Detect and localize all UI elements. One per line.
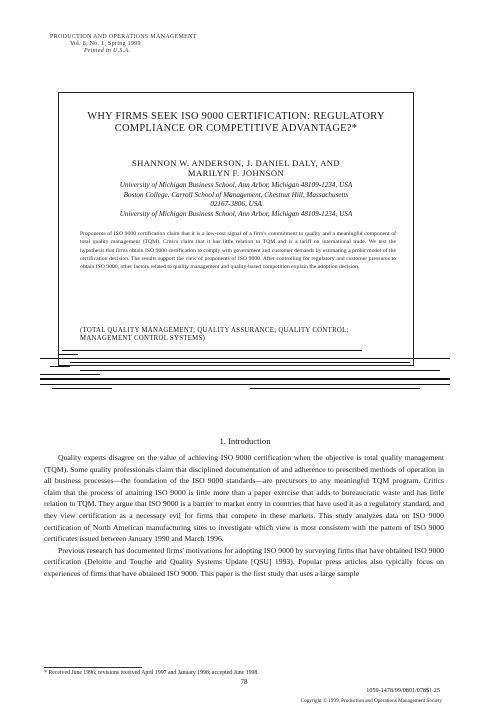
paper-title: WHY FIRMS SEEK ISO 9000 CERTIFICATION: REGULATORY COMPLIANCE OR COMPETITIVE ADVANTAGE?* [87,111,385,134]
page-number: 78 [240,678,248,686]
copyright: Copyright © 1999, Production and Operations Management Society [300,698,442,704]
affiliation-4: University of Michigan Business School, Ann Arbor, Michigan 48109-1234, USA [119,209,353,218]
authors-line-2: MARILYN F. JOHNSON [187,168,285,179]
rule [50,366,70,367]
footnote: * Received June 1996; revisions received April 1997 and January 1998; accepted June 1998. [44,670,259,676]
body-text [44,452,444,580]
rule [40,384,450,385]
rule [52,388,112,389]
rule [80,370,440,371]
journal-volume: Vol. 8, No. 1, Spring 1999 [70,41,141,48]
affiliation-1: University of Michigan Business School, Ann Arbor, Michigan 48109-1234, USA [119,181,353,189]
section-heading: 1. Introduction [219,436,271,446]
affiliations [60,181,412,219]
decorative-rules [40,338,450,398]
rule [40,374,100,375]
affiliation-2: Boston College, Carroll School of Management, Chestnut Hill, Massachusetts [123,190,349,199]
issn: 1059-1478/99/0801/078$1.25 [366,687,440,694]
footnote-rule [44,667,142,668]
rule [40,378,450,380]
journal-printed: Printed in U.S.A. [84,48,131,55]
rule [70,362,410,363]
journal-name: PRODUCTION AND OPERATIONS MANAGEMENT [50,34,197,40]
rule [40,358,450,359]
authors-line-1: SHANNON W. ANDERSON, J. DANIEL DALY, AND [131,158,341,168]
paragraph: Previous research has documented firms' motivations for adopting ISO 9000 by surveying firms that have obtained ISO 9000 certification (Deloitte and Touche and Quality Systems Update [QSU] 1993). Popular press articles also typically focus on experiences of firms that have obtained ISO 9000. This paper is the first study that uses a large sample [44,545,444,578]
affiliation-3: 02167-3806, USA [210,200,262,209]
paragraph: Quality experts disagree on the value of achieving ISO 9000 certification when the objective is total quality management (TQM). Some quality professionals claim that disciplined documentation of and adherence to prescribed methods of operation in all business processes—the foundation of the ISO 9000 standards—are precursors to any meaningful TQM program. Critics claim that the process of attaining ISO 9000 is little more than a paper exercise that adds to bureaucratic waste and has little relation to TQM. They argue that ISO 9000 is a barrier to market entry in countries that have used it as a regulatory standard, and they view certification as a necessary evil for firms that compete in these markets. This study analyzes data on ISO 9000 certification of North American manufacturing sites to investigate which view is most consistent with the pattern of ISO 9000 certificates issued between January 1990 and March 1996. [44,453,444,544]
journal-header [50,34,197,56]
authors [60,158,412,179]
rule [250,388,420,389]
rule [62,350,362,351]
keywords: (TOTAL QUALITY MANAGEMENT; QUALITY ASSURANCE; QUALITY CONTROL; MANAGEMENT CONTROL SYSTEMS) [80,327,349,342]
abstract: Proponents of ISO 9000 certification claim that it is a low-cost signal of a firm's commitment to quality and a meaningful component of total quality management (TQM). Critics claim that it has little relation to TQM and is a tariff on international trade. We test the hypothesis that firms obtain ISO 9000 certification to comply with government and customer demands by estimating a probit model of the certification decision. The results support the view of proponents of ISO 9000. After controlling for regulatory and customer pressures to obtain ISO 9000, other factors related to quality management and quality-based competition explain the adoption decision. [80,231,396,271]
rule [58,354,78,355]
